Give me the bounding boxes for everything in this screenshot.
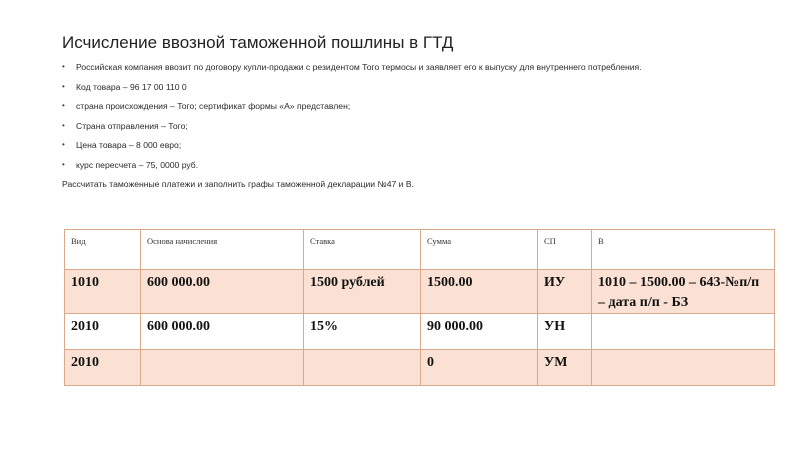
bullet-item xyxy=(62,62,642,82)
table-header-row xyxy=(65,230,775,270)
bullet-item xyxy=(62,140,642,160)
bullet-text: Страна отправления – Того; xyxy=(76,120,188,131)
task-text: Рассчитать таможенные платежи и заполнить графы таможенной декларации №47 и В. xyxy=(62,179,414,189)
bullet-dot-icon: • xyxy=(62,81,65,91)
table-row xyxy=(65,270,775,314)
table-cell xyxy=(304,350,421,386)
bullet-item xyxy=(62,101,642,121)
table-cell: 600 000.00 xyxy=(141,270,304,314)
table-cell: 1010 xyxy=(65,270,141,314)
bullet-item xyxy=(62,82,642,102)
table-cell: УМ xyxy=(538,350,592,386)
table-cell: ИУ xyxy=(538,270,592,314)
slide-title: Исчисление ввозной таможенной пошлины в ГТД xyxy=(62,33,454,52)
bullet-dot-icon: • xyxy=(62,62,65,71)
table-cell: 0 xyxy=(421,350,538,386)
table-cell: 90 000.00 xyxy=(421,314,538,350)
table-cell: 1500 рублей xyxy=(304,270,421,314)
bullet-dot-icon: • xyxy=(62,140,65,149)
table-cell xyxy=(592,314,775,350)
table-row xyxy=(65,350,775,386)
table-cell: 15% xyxy=(304,314,421,350)
header-summa: Сумма xyxy=(421,230,538,270)
header-stavka: Ставка xyxy=(304,230,421,270)
table-cell: 2010 xyxy=(65,314,141,350)
bullet-list xyxy=(62,62,642,179)
table-cell: 2010 xyxy=(65,350,141,386)
bullet-dot-icon: • xyxy=(62,159,65,169)
bullet-text: страна происхождения – Того; сертификат формы «А» представлен; xyxy=(76,101,351,111)
header-sp: СП xyxy=(538,230,592,270)
bullet-dot-icon: • xyxy=(62,120,65,130)
table-cell xyxy=(141,350,304,386)
bullet-text: Код товара – 96 17 00 110 0 xyxy=(76,81,187,92)
table-cell: 1500.00 xyxy=(421,270,538,314)
bullet-text: курс пересчета – 75, 0000 руб. xyxy=(76,159,199,170)
table-cell: 600 000.00 xyxy=(141,314,304,350)
header-vid: Вид xyxy=(65,230,141,270)
bullet-text: Российская компания ввозит по договору купли-продажи с резидентом Того термосы и заявляет его к выпуску для внутреннего потребления. xyxy=(76,62,642,72)
bullet-dot-icon: • xyxy=(62,101,65,110)
header-osnova: Основа начисления xyxy=(141,230,304,270)
table-cell: УН xyxy=(538,314,592,350)
header-v: В xyxy=(592,230,775,270)
bullet-text: Цена товара – 8 000 евро; xyxy=(76,140,182,150)
duty-table xyxy=(64,229,775,386)
table-row xyxy=(65,314,775,350)
table-cell xyxy=(592,350,775,386)
table-cell: 1010 – 1500.00 – 643-№п/п – дата п/п - БЗ xyxy=(592,270,775,314)
bullet-item xyxy=(62,160,642,180)
bullet-item xyxy=(62,121,642,141)
